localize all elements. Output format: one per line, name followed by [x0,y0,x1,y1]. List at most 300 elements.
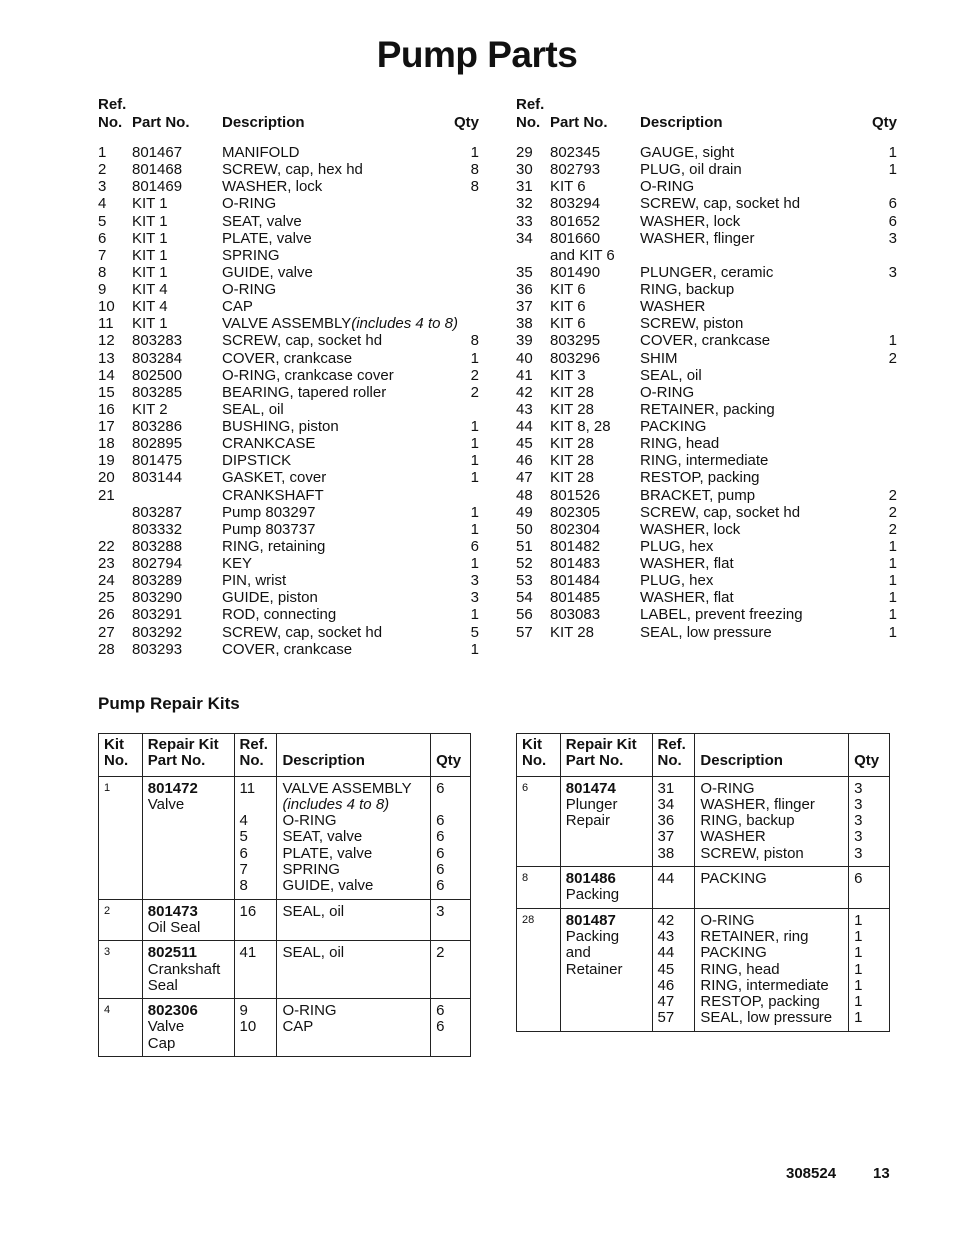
kit-qty-line: 6 [436,844,445,862]
part-qty: 6 [888,212,897,230]
part-qty: 1 [888,144,897,161]
part-description: RESTOP, packing [640,469,760,487]
kit-qty-line: 6 [436,779,445,797]
kit-qty-line: 1 [854,976,863,994]
part-qty: 8 [470,161,479,179]
qty-header: Qty [431,734,471,777]
ref-no: 36 [516,281,533,298]
ref-no: 19 [98,452,115,470]
parts-row [516,452,899,469]
part-no: 801469 [132,178,183,196]
repair-kit-name: Plunger [565,795,618,813]
kit-qty [431,999,471,1057]
ref-no: 24 [98,572,115,590]
ref-no: 3 [98,178,107,196]
parts-list-right [516,96,899,641]
part-description: O-RING, crankcase cover [222,366,394,384]
kit-ref-no-line: 38 [657,844,675,862]
part-no: KIT 6 [550,281,586,298]
kit-ref-no-line: 41 [239,944,257,962]
repair-kit-part-no-header: Repair Kit Part No. [142,734,234,777]
parts-rows-left [98,144,481,658]
part-no: 803144 [132,469,183,487]
part-description: VALVE ASSEMBLY (includes 4 to 8) [222,315,458,333]
kit-qty-line [436,797,465,813]
part-no: 801475 [132,452,183,470]
kit-qty-line: 1 [854,911,863,929]
ref-no: 50 [516,520,533,538]
kit-ref-no-line: 34 [657,795,675,813]
repair-kit-part-no-header: Repair Kit Part No. [560,734,652,777]
part-description: O-RING [222,281,277,298]
part-no: 803293 [132,640,183,658]
parts-row [516,487,899,504]
part-no: KIT 4 [132,298,168,316]
kit-qty-line: 6 [436,1018,445,1036]
part-description: COVER, crankcase [640,332,771,350]
parts-row [516,144,899,161]
kit-ref-no-line: 46 [657,976,675,994]
part-qty: 1 [888,332,897,350]
part-qty: 1 [888,537,897,555]
part-no: KIT 1 [132,212,168,230]
kit-ref-no-line: 4 [239,812,248,830]
parts-row [516,315,899,332]
part-description: COVER, crankcase [222,349,353,367]
part-qty: 1 [470,435,479,453]
kit-qty-line: 6 [436,877,445,895]
ref-no: 22 [98,537,115,555]
part-description: WASHER, lock [222,178,323,196]
ref-no-header: Ref. No. [652,734,695,777]
ref-no: 28 [98,640,115,658]
ref-no: 47 [516,469,533,487]
part-description: GUIDE, valve [222,263,313,281]
part-qty: 2 [888,520,897,538]
part-qty: 5 [470,623,479,641]
part-no: 803288 [132,537,183,555]
part-description: BRACKET, pump [640,486,756,504]
kit-qty-line: 1 [854,927,863,945]
ref-no: 38 [516,315,533,333]
kit-description-line: RING, head [700,960,780,978]
kit-row [99,999,471,1057]
kit-ref-no-line: 9 [239,1002,248,1020]
kit-description-line: O-RING [282,812,337,830]
repair-kit-part [142,941,234,999]
parts-row [516,350,899,367]
ref-no: 23 [98,555,115,572]
part-qty: 3 [888,229,897,247]
repair-kit-name: Valve [147,1018,185,1036]
part-qty: 6 [470,537,479,555]
parts-row [516,606,899,623]
part-no: KIT 6 [550,315,586,333]
parts-row [516,195,899,212]
header-description: Description [222,114,305,131]
parts-row [516,161,899,178]
part-no: KIT 28 [550,435,594,453]
part-description: RING, head [640,435,720,453]
kit-qty [431,941,471,999]
part-description: SCREW, cap, socket hd [640,503,801,521]
repair-kit-name: Retainer [565,960,623,978]
part-description: DIPSTICK [222,452,292,470]
kit-description-line: O-RING [282,1002,337,1020]
part-description: CRANKSHAFT [222,486,324,504]
kit-qty-line: 6 [854,870,863,888]
part-no: KIT 28 [550,400,594,418]
kit-qty [431,899,471,941]
parts-row [98,521,481,538]
repair-kits-table-left [98,733,471,1057]
ref-no: 7 [98,246,107,264]
part-qty: 1 [470,555,479,572]
part-description: WASHER [640,298,706,316]
parts-row [98,469,481,486]
part-qty: 1 [470,640,479,658]
part-qty: 8 [470,178,479,196]
kit-row [517,776,890,866]
parts-row [98,641,481,658]
kit-table-header [517,734,890,777]
part-no: and KIT 6 [550,246,615,264]
part-description: CAP [222,298,253,316]
part-description: SCREW, piston [640,315,744,333]
part-no: 802500 [132,366,183,384]
ref-no: 8 [98,263,107,281]
part-qty: 1 [470,606,479,624]
ref-no: 16 [98,400,115,418]
ref-no: 42 [516,383,533,401]
header-part-no: Part No. [550,114,608,131]
kit-ref-no-line: 45 [657,960,675,978]
part-qty: 3 [888,263,897,281]
ref-no: 31 [516,178,533,196]
repair-kit-name: Repair [565,812,610,830]
kit-qty-line: 1 [854,944,863,962]
repair-kit-name: Packing [565,927,620,945]
part-qty: 1 [470,503,479,521]
part-no: KIT 1 [132,315,168,333]
parts-row [98,281,481,298]
repair-kit-name: Cap [147,1034,176,1052]
repair-kit-name: and [565,944,591,962]
ref-no: 48 [516,486,533,504]
part-no: KIT 28 [550,452,594,470]
kit-qty-line: 6 [436,861,445,879]
part-no: KIT 28 [550,383,594,401]
part-qty: 2 [888,503,897,521]
kit-description-line: RESTOP, packing [700,993,820,1011]
part-no: 803332 [132,520,183,538]
part-qty: 1 [470,349,479,367]
parts-row [516,298,899,315]
part-description: SEAL, oil [222,400,284,418]
part-description: PLUG, hex [640,537,714,555]
kit-description [695,867,849,909]
ref-no: 44 [516,418,533,435]
repair-kit-name: Valve [147,795,185,813]
part-qty: 1 [888,623,897,641]
kit-qty [849,908,890,1031]
repair-kit-part [560,776,652,866]
header-part-no: Part No. [132,114,190,131]
kit-description-line: PACKING [700,944,767,962]
parts-row [98,418,481,435]
part-no: 801483 [550,555,601,572]
part-qty: 6 [888,195,897,213]
ref-no: 25 [98,589,115,607]
kit-description-line: WASHER [700,828,766,846]
ref-no: 15 [98,383,115,401]
part-no: KIT 28 [550,469,594,487]
part-description: O-RING [222,195,277,213]
header-ref: Ref. [98,96,127,113]
parts-row [98,247,481,264]
part-description: BUSHING, piston [222,418,339,435]
kit-table-header [99,734,471,777]
part-description: RING, backup [640,281,735,298]
part-description: SCREW, cap, hex hd [222,161,363,179]
ref-no: 34 [516,229,533,247]
kit-ref-no-line: 6 [239,844,248,862]
repair-kits-heading: Pump Repair Kits [98,694,240,713]
ref-no: 52 [516,555,533,572]
ref-no: 4 [98,195,107,213]
parts-row [516,572,899,589]
kit-row [99,941,471,999]
part-description: Pump 803737 [222,520,316,538]
kit-ref-no-line: 42 [657,911,675,929]
ref-no: 2 [98,161,107,179]
part-no: KIT 2 [132,400,168,418]
kit-description-line: SEAT, valve [282,828,363,846]
part-description: O-RING [640,178,695,196]
kit-ref-no-line: 10 [239,1018,257,1036]
part-qty: 2 [888,349,897,367]
part-no: 802305 [550,503,601,521]
kit-qty-line: 6 [436,1002,445,1020]
part-no: KIT 8, 28 [550,418,611,435]
kit-description-line: RING, backup [700,812,795,830]
kit-qty-line: 1 [854,993,863,1011]
part-description: PLATE, valve [222,229,312,247]
part-no: 801468 [132,161,183,179]
parts-row [516,281,899,298]
parts-row [98,298,481,315]
part-qty: 1 [470,418,479,435]
part-no: 803283 [132,332,183,350]
part-description: PLUG, oil drain [640,161,742,179]
kit-ref-no-line: 5 [239,828,248,846]
qty-header: Qty [849,734,890,777]
ref-no: 35 [516,263,533,281]
part-no: 803292 [132,623,183,641]
part-description: KEY [222,555,253,572]
part-description: MANIFOLD [222,144,300,161]
header-ref: Ref. [516,96,545,113]
part-qty: 1 [888,572,897,590]
kit-ref-no-line: 44 [657,870,675,888]
kit-qty [431,776,471,899]
part-description: SCREW, cap, socket hd [640,195,801,213]
part-description: GASKET, cover [222,469,327,487]
kit-qty-line: 3 [854,812,863,830]
part-description: SCREW, cap, socket hd [222,623,383,641]
repair-kit-part [560,908,652,1031]
part-qty: 2 [470,383,479,401]
kit-row [517,867,890,909]
parts-row [516,521,899,538]
parts-row [98,384,481,401]
header-qty: Qty [453,114,479,131]
parts-row [98,401,481,418]
part-description: Pump 803297 [222,503,316,521]
repair-kit-name: Packing [565,886,620,904]
part-qty: 1 [470,469,479,487]
parts-row [516,178,899,195]
parts-row [98,332,481,349]
repair-kit-name: Crankshaft [147,960,221,978]
parts-rows-right [516,144,899,641]
parts-row [98,572,481,589]
repair-kit-part [142,776,234,899]
part-description: SEAL, low pressure [640,623,772,641]
part-no: 803286 [132,418,183,435]
kit-qty-line: 3 [854,795,863,813]
part-description: GUIDE, piston [222,589,318,607]
kit-ref-no [234,941,277,999]
ref-no: 9 [98,281,107,298]
part-no: 801484 [550,572,601,590]
kit-description-line: VALVE ASSEMBLY [282,779,412,797]
ref-no: 54 [516,589,533,607]
ref-no: 14 [98,366,115,384]
part-qty: 1 [470,452,479,470]
part-description: RING, intermediate [640,452,769,470]
part-no: 801485 [550,589,601,607]
parts-row [98,606,481,623]
parts-row [98,555,481,572]
ref-no: 41 [516,366,533,384]
part-description: WASHER, lock [640,520,741,538]
ref-no: 13 [98,349,115,367]
ref-no: 39 [516,332,533,350]
ref-no: 10 [98,298,115,316]
part-no: 801660 [550,229,601,247]
ref-no: 27 [98,623,115,641]
ref-no: 5 [98,212,107,230]
kit-description [695,776,849,866]
kit-ref-no [234,999,277,1057]
part-no: 802895 [132,435,183,453]
description-header: Description [695,734,849,777]
repair-kit-part-no: 801472 [147,779,198,797]
parts-row [516,332,899,349]
ref-no: 20 [98,469,115,487]
header-description: Description [640,114,723,131]
parts-row [516,264,899,281]
kit-ref-no [234,776,277,899]
part-description: CRANKCASE [222,435,316,453]
part-no: 802793 [550,161,601,179]
kit-ref-no-line: 47 [657,993,675,1011]
part-qty: 1 [888,161,897,179]
part-no: 803291 [132,606,183,624]
kit-ref-no [652,776,695,866]
kit-description-line: CAP [282,1018,314,1036]
part-description: GAUGE, sight [640,144,735,161]
ref-no: 45 [516,435,533,453]
part-description: SCREW, cap, socket hd [222,332,383,350]
part-description: SHIM [640,349,678,367]
kit-no: 3 [99,941,143,999]
parts-row [516,435,899,452]
kit-ref-no-line: 7 [239,861,248,879]
kit-no: 28 [517,908,561,1031]
part-description: PACKING [640,418,707,435]
parts-row [516,213,899,230]
ref-no: 49 [516,503,533,521]
repair-kit-part [560,867,652,909]
part-no: KIT 1 [132,246,168,264]
part-description: PLUNGER, ceramic [640,263,774,281]
parts-row [516,504,899,521]
kit-row [517,908,890,1031]
parts-row [98,624,481,641]
kit-no: 8 [517,867,561,909]
kit-no: 1 [99,776,143,899]
kit-description-line: SCREW, piston [700,844,804,862]
parts-row [98,435,481,452]
kit-ref-no-line: 57 [657,1009,675,1027]
kit-row [99,899,471,941]
kit-ref-no-line: 8 [239,877,248,895]
kit-ref-no-line: 11 [239,779,256,797]
repair-kit-name: Seal [147,976,178,994]
parts-row [516,247,899,264]
description-note: (includes 4 to 8) [351,315,458,333]
kit-description [695,908,849,1031]
parts-row [98,213,481,230]
ref-no: 30 [516,161,533,179]
part-description: WASHER, flinger [640,229,755,247]
part-description: BEARING, tapered roller [222,383,387,401]
kit-description [277,941,431,999]
repair-kit-part-no: 801487 [565,911,616,929]
parts-row [98,504,481,521]
kit-ref-no-line: 31 [657,779,675,797]
ref-no: 1 [98,144,107,161]
repair-kit-part-no: 802306 [147,1002,198,1020]
parts-row [516,230,899,247]
kit-no-header: Kit No. [517,734,561,777]
page-title: Pump Parts [376,34,578,75]
kit-qty-line: 3 [854,844,863,862]
parts-row [516,418,899,435]
part-no: 801482 [550,537,601,555]
ref-no: 32 [516,195,533,213]
parts-row [516,589,899,606]
part-no: 803287 [132,503,183,521]
kit-qty [849,867,890,909]
repair-kit-part-no: 801474 [565,779,616,797]
repair-kit-part-no: 801473 [147,902,198,920]
ref-no: 17 [98,418,115,435]
part-no: 801490 [550,263,601,281]
kit-qty-line: 1 [854,960,863,978]
